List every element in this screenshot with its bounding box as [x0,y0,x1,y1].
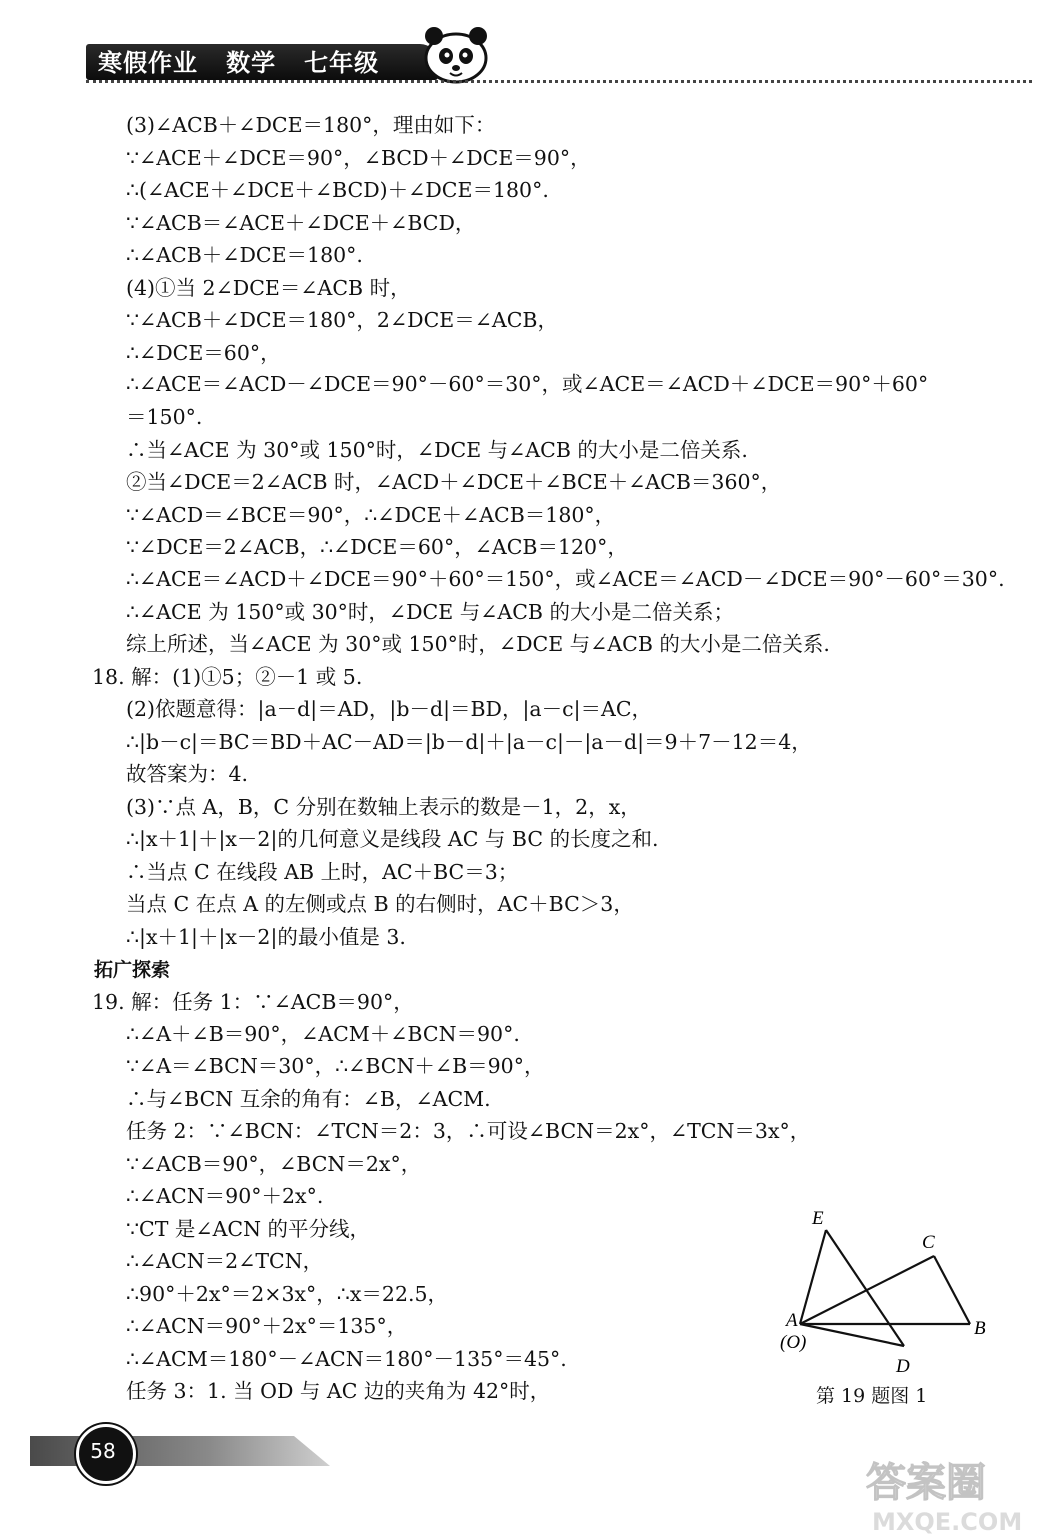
text-line: ∵∠ACB＝∠ACE＋∠DCE＋∠BCD， [126,211,476,235]
text-line: ∴当∠ACE 为 30°或 150°时，∠DCE 与∠ACB 的大小是二倍关系. [126,438,748,462]
point-label-C: C [922,1232,935,1253]
watermark-logo [862,1452,1042,1536]
section-heading: 拓广探索 [94,959,171,981]
text-line: 任务 2：∵∠BCN：∠TCN＝2：3，∴可设∠BCN＝2x°，∠TCN＝3x°， [126,1119,811,1143]
text-line: ∴|x＋1|＋|x－2|的几何意义是线段 AC 与 BC 的长度之和. [126,827,659,851]
text-line: ∵∠DCE＝2∠ACB，∴∠DCE＝60°，∠ACB＝120°， [126,535,628,559]
page-number: 58 [90,1439,116,1463]
segment-CB [934,1256,970,1324]
text-line: ∴∠ACN＝90°＋2x°. [126,1184,324,1208]
text-line: (3)∠ACB＋∠DCE＝180°，理由如下： [126,113,496,137]
text-line: ∴∠ACB＋∠DCE＝180°. [126,243,363,267]
book-title: 寒假作业 数学 七年级 [98,49,380,77]
point-label-E: E [812,1208,824,1229]
text-line: (3)∵点 A，B，C 分别在数轴上表示的数是－1，2，x， [126,795,641,819]
watermark-url: MXQE.COM [872,1508,1023,1536]
point-label-O: (O) [780,1332,807,1353]
footer-bar [30,1436,330,1466]
text-line: ∴|b－c|＝BC＝BD＋AC－AD＝|b－d|＋|a－c|－|a－d|＝9＋7－12＝4， [126,730,812,754]
text-line: (2)依题意得：|a－d|＝AD，|b－d|＝BD，|a－c|＝AC， [126,697,653,721]
question-18-label: 18. 解：(1)①5；②－1 或 5. [92,665,363,689]
text-line: ∴∠ACE＝∠ACD＋∠DCE＝90°＋60°＝150°，或∠ACE＝∠ACD－∠DCE＝90°－60°＝30°. [126,567,1005,591]
text-line: 任务 3：1. 当 OD 与 AC 边的夹角为 42°时， [126,1379,551,1403]
figure-caption: 第 19 题图 1 [816,1385,928,1407]
text-line: ∵CT 是∠ACN 的平分线， [126,1217,371,1241]
panda-mascot-icon [414,22,494,84]
text-line: ∴90°＋2x°＝2×3x°，∴x＝22.5， [126,1282,449,1306]
text-line: ∵∠ACB＝90°，∠BCN＝2x°， [126,1152,422,1176]
text-line: ∴∠ACE＝∠ACD－∠DCE＝90°－60°＝30°，或∠ACE＝∠ACD＋∠DCE＝90°＋60° [126,372,929,396]
text-line: 综上所述，当∠ACE 为 30°或 150°时，∠DCE 与∠ACB 的大小是二倍关系. [126,632,830,656]
segment-AD [800,1324,904,1346]
point-label-A: A [786,1310,798,1331]
text-line: ∴∠DCE＝60°， [126,341,281,365]
header-divider [86,80,1032,83]
text-line: ∴当点 C 在线段 AB 上时，AC＋BC＝3； [126,860,519,884]
text-line: ∴∠ACM＝180°－∠ACN＝180°－135°＝45°. [126,1347,567,1371]
text-line: (4)①当 2∠DCE＝∠ACB 时， [126,276,411,300]
segment-AE [800,1230,826,1324]
question-19-label: 19. 解：任务 1：∵∠ACB＝90°， [92,990,414,1014]
segment-ED [826,1230,904,1346]
text-line: ∴(∠ACE＋∠DCE＋∠BCD)＋∠DCE＝180°. [126,178,549,202]
text-line: ∴|x＋1|＋|x－2|的最小值是 3. [126,925,406,949]
text-line: ∴∠A＋∠B＝90°，∠ACM＋∠BCN＝90°. [126,1022,520,1046]
text-line: ∴∠ACN＝2∠TCN， [126,1249,324,1273]
text-line: ∵∠ACD＝∠BCE＝90°，∴∠DCE＋∠ACB＝180°， [126,503,616,527]
text-line: ∵∠ACE＋∠DCE＝90°，∠BCD＋∠DCE＝90°， [126,146,591,170]
text-line: ＝150°. [126,405,203,429]
point-label-B: B [974,1318,986,1339]
segment-AC [800,1256,934,1324]
watermark-text: 答案圈 [866,1460,986,1506]
text-line: 故答案为：4. [126,762,249,786]
text-line: ∴∠ACE 为 150°或 30°时，∠DCE 与∠ACB 的大小是二倍关系； [126,600,734,624]
text-line: ②当∠DCE＝2∠ACB 时，∠ACD＋∠DCE＋∠BCE＋∠ACB＝360°， [126,470,782,494]
text-line: ∵∠ACB＋∠DCE＝180°，2∠DCE＝∠ACB， [126,308,558,332]
text-line: ∴∠ACN＝90°＋2x°＝135°， [126,1314,408,1338]
text-line: ∴与∠BCN 互余的角有：∠B，∠ACM. [126,1087,491,1111]
text-line: ∵∠A＝∠BCN＝30°，∴∠BCN＋∠B＝90°， [126,1054,545,1078]
text-line: 当点 C 在点 A 的左侧或点 B 的右侧时，AC＋BC＞3， [126,892,634,916]
point-label-D: D [896,1356,910,1377]
